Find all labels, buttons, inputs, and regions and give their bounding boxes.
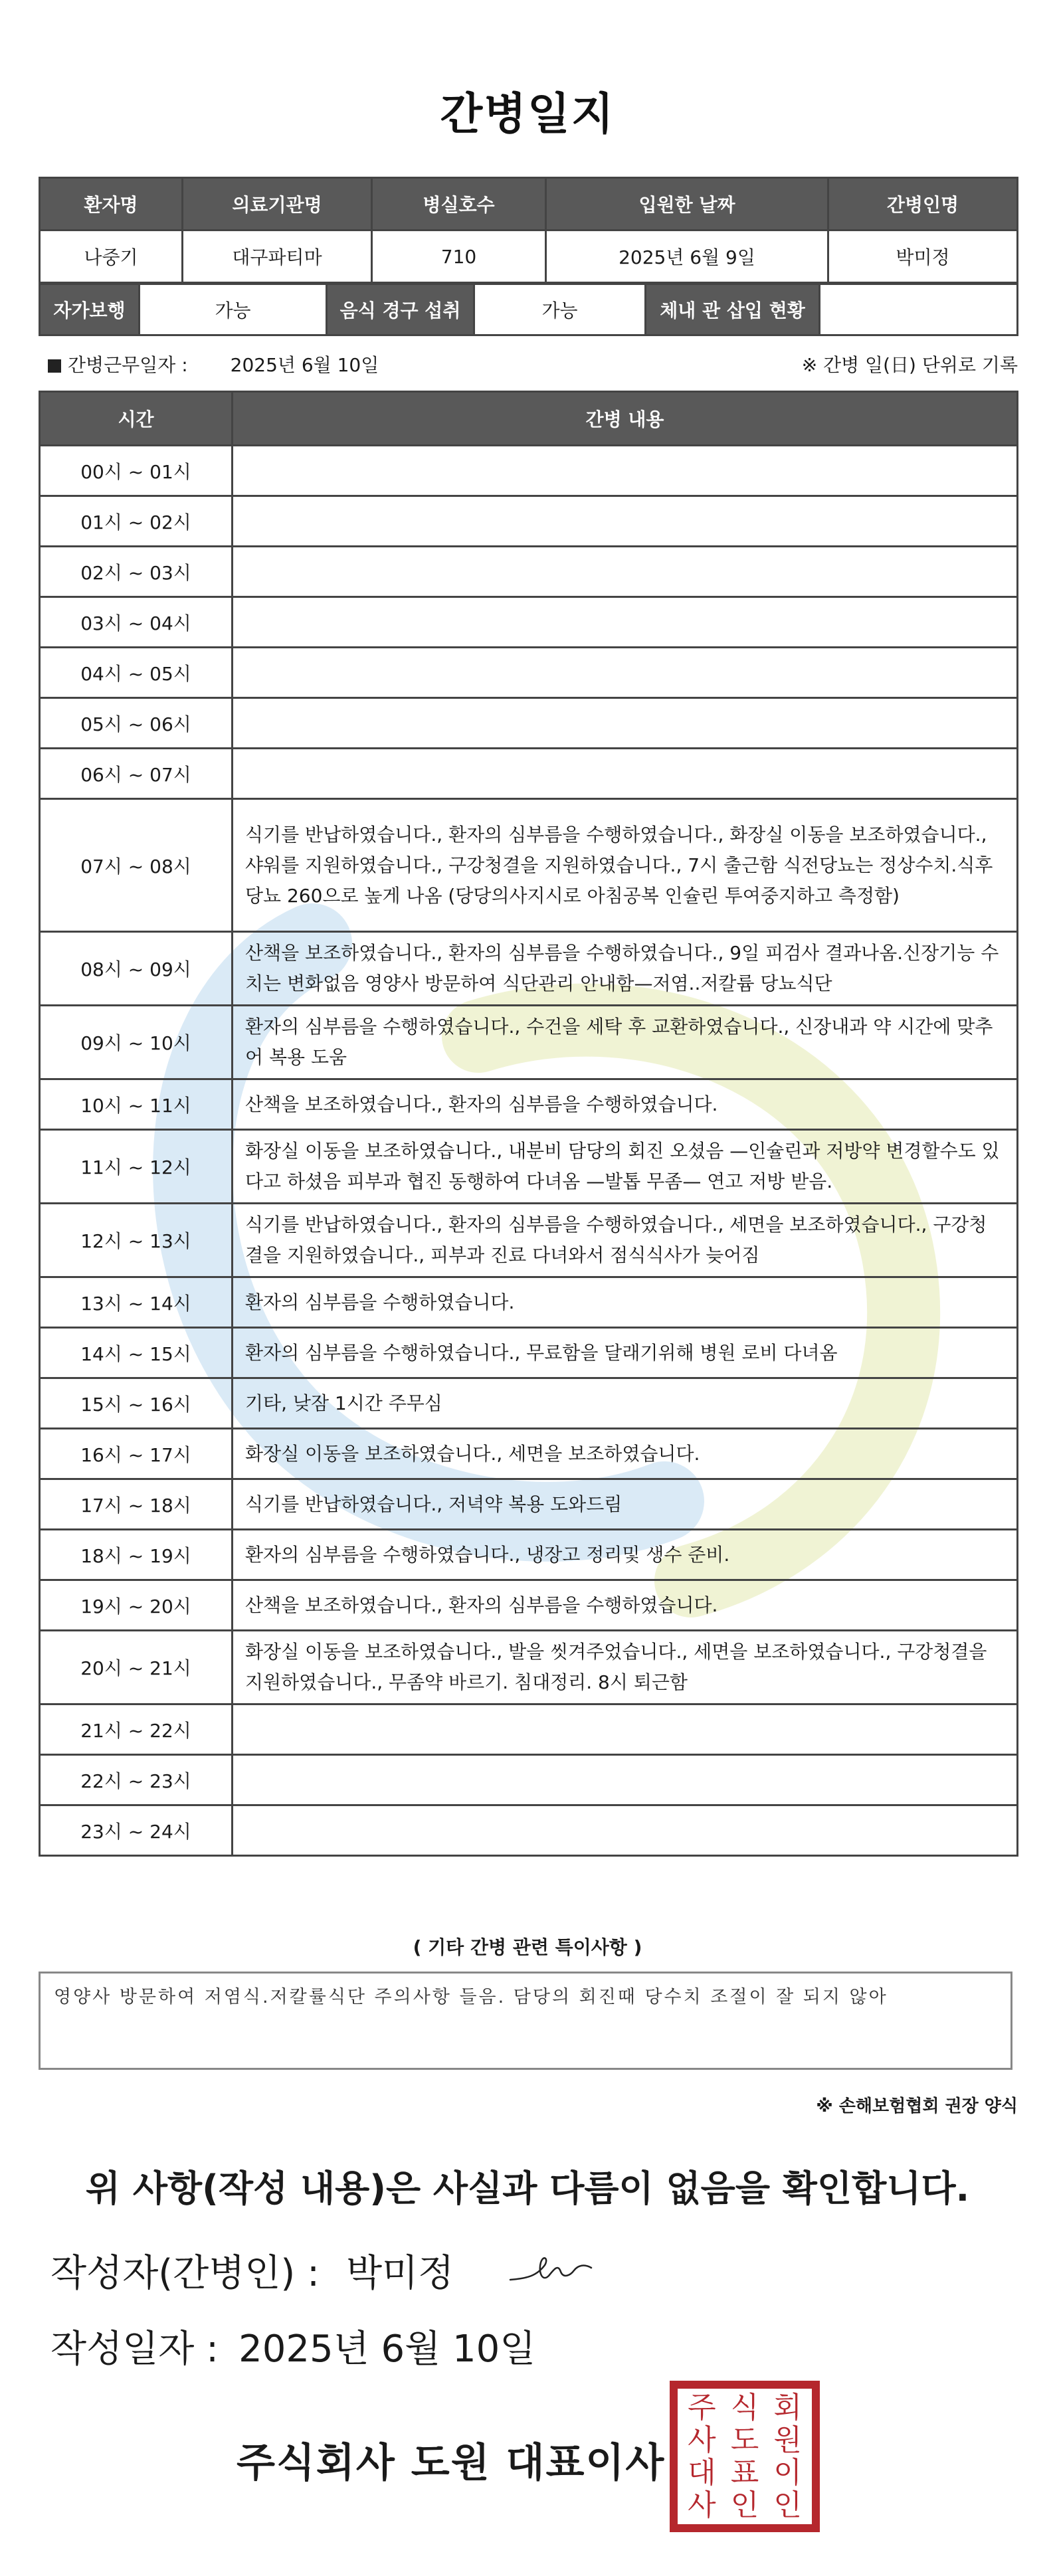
admission-date-value: 2025년 6월 9일 xyxy=(546,230,828,283)
log-time-cell: 15시 ~ 16시 xyxy=(40,1378,233,1429)
log-content-cell: 환자의 심부름을 수행하였습니다. xyxy=(233,1277,1018,1328)
log-row xyxy=(40,1204,1018,1277)
seal-glyph: 이 xyxy=(773,2455,802,2490)
log-time-cell: 19시 ~ 20시 xyxy=(40,1580,233,1631)
self-walk-label: 자가보행 xyxy=(40,284,140,335)
header-room-number: 병실호수 xyxy=(372,178,546,230)
log-content-cell: 환자의 심부름을 수행하였습니다., 냉장고 정리및 생수 준비. xyxy=(233,1530,1018,1580)
log-row xyxy=(40,1580,1018,1631)
log-content-cell xyxy=(233,648,1018,698)
seal-glyph: 사 xyxy=(688,2423,716,2457)
document-title: 간병일지 xyxy=(440,88,615,139)
log-row xyxy=(40,799,1018,932)
header-caregiver-name: 간병인명 xyxy=(828,178,1018,230)
log-time-cell: 21시 ~ 22시 xyxy=(40,1704,233,1755)
log-row xyxy=(40,648,1018,698)
log-content-cell: 식기를 반납하였습니다., 환자의 심부름을 수행하였습니다., 화장실 이동을 보조하였습니다., 샤워를 지원하였습니다., 구강청결을 지원하였습니다., 7시 출근함 식전당뇨는 정상수치.식후당뇨 260으로 높게 나옴 (당당의사지시로 아침공복 인슐린 투여중지하고 측정함) xyxy=(233,799,1018,932)
log-row xyxy=(40,1328,1018,1378)
log-time-cell: 07시 ~ 08시 xyxy=(40,799,233,932)
log-time-cell: 09시 ~ 10시 xyxy=(40,1006,233,1079)
log-row xyxy=(40,1755,1018,1805)
form-source-note: ※ 손해보험협회 권장 양식 xyxy=(816,2096,1018,2116)
log-row xyxy=(40,1429,1018,1479)
log-time-cell: 02시 ~ 03시 xyxy=(40,547,233,597)
header-admission-date: 입원한 날짜 xyxy=(546,178,828,230)
work-date xyxy=(48,351,379,377)
log-content-cell: 화장실 이동을 보조하였습니다., 내분비 담당의 회진 오셨음 —인슐린과 저방약 변경할수도 있다고 하셨음 피부과 협진 동행하여 다녀옴 —발톱 무좀— 연고 저방 받음. xyxy=(233,1130,1018,1204)
log-time-cell: 03시 ~ 04시 xyxy=(40,597,233,648)
log-time-cell: 04시 ~ 05시 xyxy=(40,648,233,698)
log-row xyxy=(40,749,1018,799)
log-content-cell: 환자의 심부름을 수행하였습니다., 수건을 세탁 후 교환하였습니다., 신장내과 약 시간에 맞추어 복용 도움 xyxy=(233,1006,1018,1079)
confirmation-statement: 위 사항(작성 내용)은 사실과 다름이 없음을 확인합니다. xyxy=(85,2167,970,2209)
log-content-cell xyxy=(233,1755,1018,1805)
log-content-cell xyxy=(233,1805,1018,1856)
log-time-cell: 23시 ~ 24시 xyxy=(40,1805,233,1856)
log-time-cell: 08시 ~ 09시 xyxy=(40,932,233,1006)
extra-notes-title: ( 기타 간병 관련 특이사항 ) xyxy=(413,1936,642,1958)
log-time-cell: 16시 ~ 17시 xyxy=(40,1429,233,1479)
log-time-cell: 06시 ~ 07시 xyxy=(40,749,233,799)
tube-insertion-value xyxy=(820,284,1018,335)
log-content-cell xyxy=(233,749,1018,799)
seal-glyph: 회 xyxy=(773,2390,802,2425)
author-value: 박미정 xyxy=(345,2252,454,2295)
author-line xyxy=(50,2244,454,2297)
log-content-cell: 산책을 보조하였습니다., 환자의 심부름을 수행하였습니다. xyxy=(233,1079,1018,1130)
written-date-label: 작성일자 : xyxy=(50,2328,219,2371)
log-row xyxy=(40,597,1018,648)
header-patient-name: 환자명 xyxy=(40,178,183,230)
log-content-cell xyxy=(233,597,1018,648)
log-row xyxy=(40,932,1018,1006)
log-time-cell: 18시 ~ 19시 xyxy=(40,1530,233,1580)
seal-glyph: 대 xyxy=(688,2455,716,2490)
log-time-cell: 11시 ~ 12시 xyxy=(40,1130,233,1204)
log-content-cell xyxy=(233,496,1018,547)
log-content-cell xyxy=(233,446,1018,496)
log-content-cell xyxy=(233,1704,1018,1755)
log-time-cell: 22시 ~ 23시 xyxy=(40,1755,233,1805)
log-row xyxy=(40,1130,1018,1204)
seal-glyph: 사 xyxy=(688,2488,716,2522)
log-time-cell: 17시 ~ 18시 xyxy=(40,1479,233,1530)
oral-intake-label: 음식 경구 섭취 xyxy=(327,284,474,335)
work-date-label: 간병근무일자 : xyxy=(68,354,188,376)
seal-glyph: 인 xyxy=(773,2488,802,2522)
signature-icon xyxy=(508,2245,594,2292)
log-row xyxy=(40,1378,1018,1429)
log-time-cell: 13시 ~ 14시 xyxy=(40,1277,233,1328)
log-content-cell: 환자의 심부름을 수행하였습니다., 무료함을 달래기위해 병원 로비 다녀옴 xyxy=(233,1328,1018,1378)
log-row xyxy=(40,547,1018,597)
work-date-value: 2025년 6월 10일 xyxy=(230,354,379,376)
oral-intake-value: 가능 xyxy=(474,284,646,335)
content-column-header: 간병 내용 xyxy=(233,392,1018,446)
log-time-cell: 14시 ~ 15시 xyxy=(40,1328,233,1378)
log-row xyxy=(40,1479,1018,1530)
log-content-cell: 화장실 이동을 보조하였습니다., 발을 씻겨주었습니다., 세면을 보조하였습니다., 구강청결을 지원하였습니다., 무좀약 바르기. 침대정리. 8시 퇴근함 xyxy=(233,1631,1018,1704)
patient-name-value: 나중기 xyxy=(40,230,183,283)
log-row xyxy=(40,1631,1018,1704)
log-row xyxy=(40,496,1018,547)
patient-info-table xyxy=(39,177,1018,284)
seal-glyph: 식 xyxy=(730,2390,759,2425)
header-hospital-name: 의료기관명 xyxy=(183,178,372,230)
log-time-cell: 10시 ~ 11시 xyxy=(40,1079,233,1130)
seal-glyph: 주 xyxy=(688,2390,716,2425)
log-time-cell: 12시 ~ 13시 xyxy=(40,1204,233,1277)
room-number-value: 710 xyxy=(372,230,546,283)
log-content-cell: 기타, 낮잠 1시간 주무심 xyxy=(233,1378,1018,1429)
hospital-name-value: 대구파티마 xyxy=(183,230,372,283)
author-label: 작성자(간병인) : xyxy=(50,2252,320,2295)
extra-notes-box: 영양사 방문하여 저염식.저칼률식단 주의사항 들음. 담당의 회진때 당수치 조절이 잘 되지 않아 xyxy=(39,1972,1012,2070)
caregiver-name-value: 박미정 xyxy=(828,230,1018,283)
log-row xyxy=(40,1079,1018,1130)
log-content-cell: 식기를 반납하였습니다., 환자의 심부름을 수행하였습니다., 세면을 보조하였습니다., 구강청결을 지원하였습니다., 피부과 진료 다녀와서 점식식사가 늦어짐 xyxy=(233,1204,1018,1277)
log-row xyxy=(40,1006,1018,1079)
log-time-cell: 00시 ~ 01시 xyxy=(40,446,233,496)
written-date-value: 2025년 6월 10일 xyxy=(239,2328,536,2371)
seal-glyph: 표 xyxy=(730,2455,759,2490)
log-row xyxy=(40,698,1018,749)
time-column-header: 시간 xyxy=(40,392,233,446)
seal-glyph: 도 xyxy=(730,2423,759,2457)
log-content-cell xyxy=(233,547,1018,597)
care-log-table xyxy=(39,391,1018,1857)
log-content-cell: 산책을 보조하였습니다., 환자의 심부름을 수행하였습니다. xyxy=(233,1580,1018,1631)
log-time-cell: 01시 ~ 02시 xyxy=(40,496,233,547)
seal-glyph: 인 xyxy=(730,2488,759,2522)
log-row xyxy=(40,1277,1018,1328)
self-walk-value: 가능 xyxy=(140,284,327,335)
log-content-cell xyxy=(233,698,1018,749)
patient-status-table xyxy=(39,283,1018,336)
log-time-cell: 05시 ~ 06시 xyxy=(40,698,233,749)
log-content-cell: 식기를 반납하였습니다., 저녁약 복용 도와드림 xyxy=(233,1479,1018,1530)
company-seal xyxy=(670,2381,820,2532)
seal-glyph: 원 xyxy=(773,2423,802,2457)
company-name: 주식회사 도원 대표이사 xyxy=(237,2440,666,2486)
log-content-cell: 화장실 이동을 보조하였습니다., 세면을 보조하였습니다. xyxy=(233,1429,1018,1479)
tube-insertion-label: 체내 관 삽입 현황 xyxy=(646,284,820,335)
log-row xyxy=(40,1805,1018,1856)
unit-note: ※ 간병 일(日) 단위로 기록 xyxy=(801,354,1018,376)
written-date-line xyxy=(50,2320,535,2373)
log-row xyxy=(40,446,1018,496)
log-content-cell: 산책을 보조하였습니다., 환자의 심부름을 수행하였습니다., 9일 피검사 결과나옴.신장기능 수치는 변화없음 영양사 방문하여 식단관리 안내함—저염..저칼륨 당뇨식단 xyxy=(233,932,1018,1006)
log-row xyxy=(40,1530,1018,1580)
square-bullet-icon xyxy=(48,359,61,373)
log-time-cell: 20시 ~ 21시 xyxy=(40,1631,233,1704)
log-row xyxy=(40,1704,1018,1755)
